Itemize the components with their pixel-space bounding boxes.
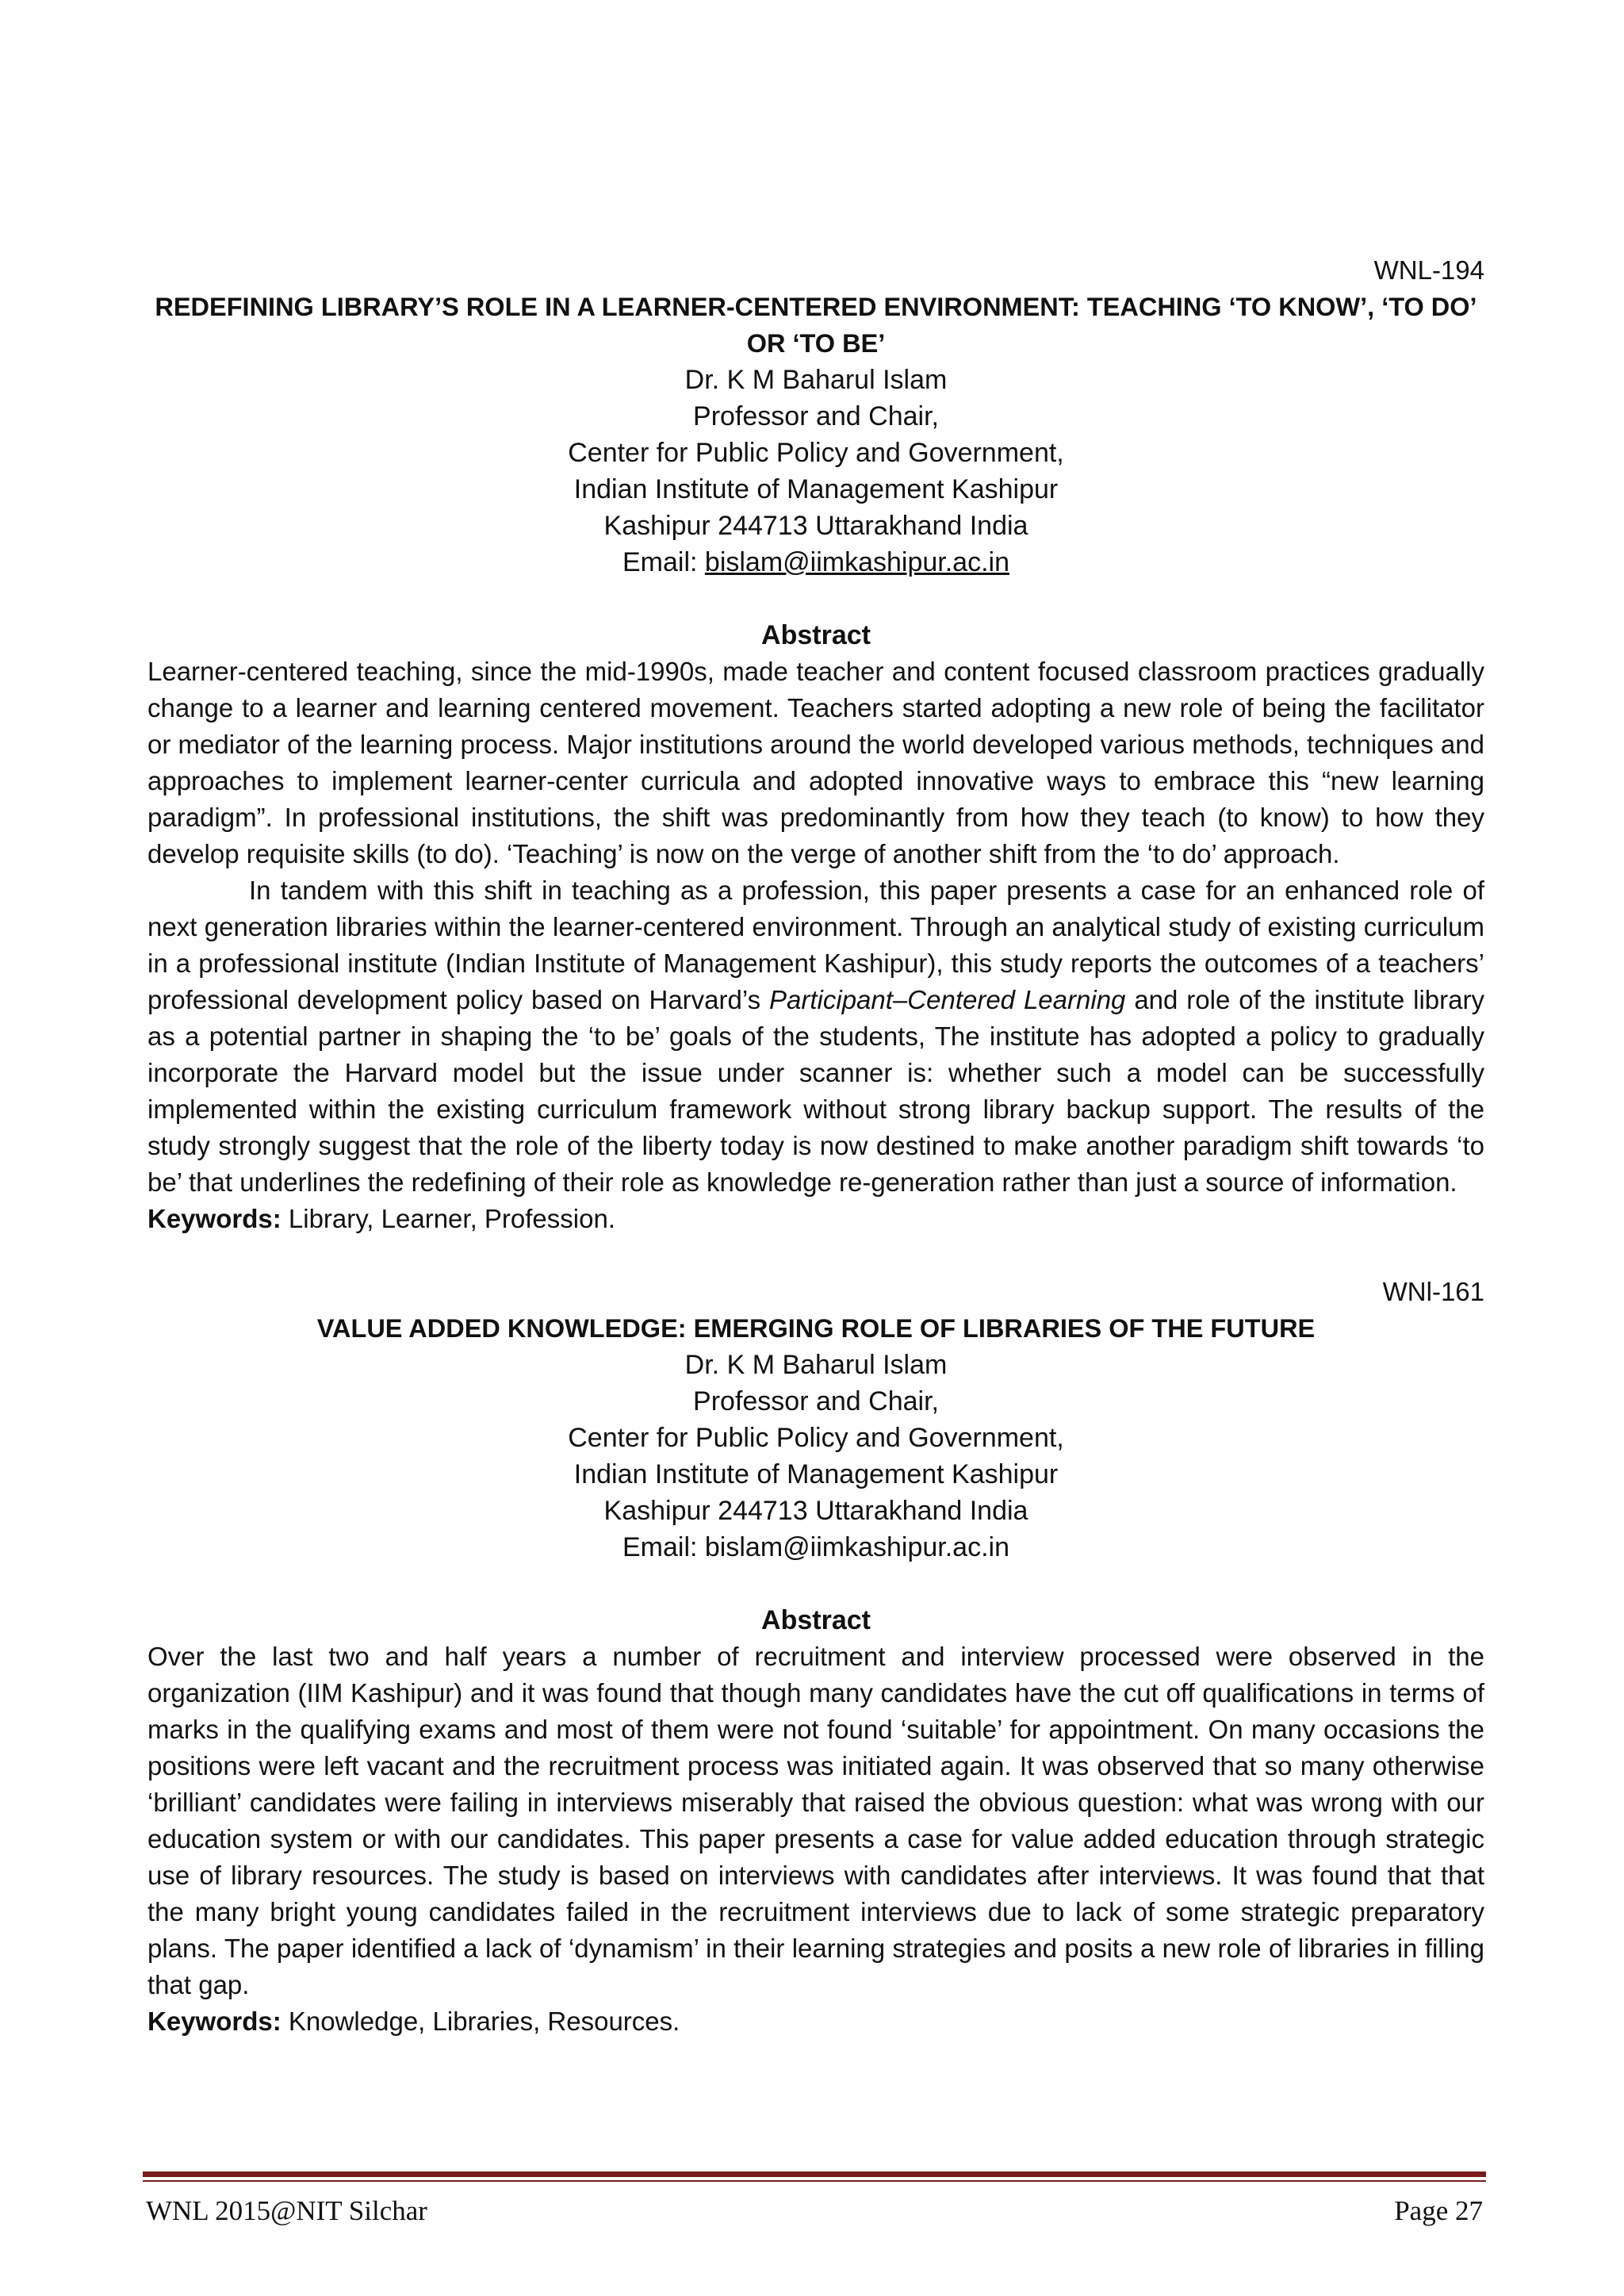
author-address: Kashipur 244713 Uttarakhand India xyxy=(603,511,1028,541)
author-institute: Indian Institute of Management Kashipur xyxy=(573,474,1059,504)
author-email-line: Email: bislam@iimkashipur.ac.in xyxy=(622,1532,1009,1562)
author-position: Professor and Chair, xyxy=(693,401,939,431)
abstract-paragraph xyxy=(147,872,1484,1201)
paper-wnl-194 xyxy=(147,252,1484,1237)
footer-row xyxy=(143,2191,1486,2231)
author-institute: Indian Institute of Management Kashipur xyxy=(573,1459,1059,1489)
author-email-line xyxy=(147,544,1484,581)
footer-rule-thin xyxy=(143,2180,1486,2182)
paper-title: VALUE ADDED KNOWLEDGE: EMERGING ROLE OF LIBRARIES OF THE FUTURE xyxy=(316,1314,1316,1343)
email-link[interactable]: bislam@iimkashipur.ac.in xyxy=(704,547,1009,577)
abstract-paragraph: Over the last two and half years a number of recruitment and interview processed were observed in the organization (IIM Kashipur) and it was found that though many candidates have the cut off qualifications in terms of marks in the qualifying exams and most of them were not found ‘suitable’ for appointment. On many occasions the positions were left vacant and the recruitment process was initiated again. It was observed that so many otherwise ‘brilliant’ candidates were failing in interviews miserably that raised the obvious question: what was wrong with our education system or with our candidates. This paper presents a case for value added education through strategic use of library resources. The study is based on interviews with candidates after interviews. It was found that that the many bright young candidates failed in the recruitment interviews due to lack of some strategic preparatory plans. The paper identified a lack of ‘dynamism’ in their learning strategies and posits a new role of libraries in filling that gap. xyxy=(147,1642,1484,1999)
keywords-list: Knowledge, Libraries, Resources. xyxy=(281,2007,680,2036)
document-page xyxy=(147,252,1484,2040)
author-position: Professor and Chair, xyxy=(693,1386,939,1416)
author-name: Dr. K M Baharul Islam xyxy=(684,1350,948,1380)
footer-rule-thick xyxy=(143,2171,1486,2177)
author-center: Center for Public Policy and Government, xyxy=(568,438,1064,468)
abstract-text: In tandem with this shift in teaching as a profession, this paper presents a case for an enhanced role of next generation libraries within the learner-centered environment. Through an analytical study of existing curriculum in a professional institute (Indian Institute of Management Kashipur), this study reports the outcomes of a teachers’ professional development policy based on Harvard’s xyxy=(147,876,1484,1014)
author-address: Kashipur 244713 Uttarakhand India xyxy=(603,1496,1028,1526)
abstract-heading: Abstract xyxy=(761,620,871,650)
keywords-list: Library, Learner, Profession. xyxy=(281,1204,615,1233)
footer-conference: WNL 2015@NIT Silchar xyxy=(146,2195,427,2226)
page-footer xyxy=(143,2171,1486,2231)
author-block xyxy=(147,1347,1484,1566)
author-center: Center for Public Policy and Government, xyxy=(568,1423,1064,1453)
abstract-paragraph: Learner-centered teaching, since the mid-1990s, made teacher and content focused classroom practices gradually change to a learner and learning centered movement. Teachers started adopting a new role of being the facilitator or mediator of the learning process. Major institutions around the world developed various methods, techniques and approaches to implement learner-center curricula and adopted innovative ways to embrace this “new learning paradigm”. In professional institutions, the shift was predominantly from how they teach (to know) to how they develop requisite skills (to do). ‘Teaching’ is now on the verge of another shift from the ‘to do’ approach. xyxy=(147,657,1484,868)
paper-code: WNL-194 xyxy=(1373,255,1484,285)
keywords-line xyxy=(147,2003,1484,2040)
keywords-line xyxy=(147,1201,1484,1237)
paper-wnl-161 xyxy=(147,1274,1484,2040)
author-name: Dr. K M Baharul Islam xyxy=(684,365,948,395)
section-gap xyxy=(147,1237,1484,1274)
author-block xyxy=(147,362,1484,581)
footer-page-number: Page 27 xyxy=(1394,2195,1483,2226)
abstract-heading: Abstract xyxy=(761,1605,871,1635)
email-label: Email: xyxy=(622,547,705,577)
paper-code: WNl-161 xyxy=(1382,1277,1484,1306)
paper-title: REDEFINING LIBRARY’S ROLE IN A LEARNER-CENTERED ENVIRONMENT: TEACHING ‘TO KNOW’, ‘TO DO’ OR ‘TO BE’ xyxy=(155,293,1477,358)
abstract-text: and role of the institute library as a potential partner in shaping the ‘to be’ goals of the students, The institute has adopted a policy to gradually incorporate the Harvard model but the issue under scanner is: whether such a model can be successfully implemented within the existing curriculum framework without strong library backup support. The results of the study strongly suggest that the role of the liberty today is now destined to make another paradigm shift towards ‘to be’ that underlines the redefining of their role as knowledge re-generation rather than just a source of information. xyxy=(147,985,1484,1197)
keywords-label: Keywords: xyxy=(147,2007,282,2036)
abstract-italic-text: Participant–Centered Learning xyxy=(769,985,1126,1014)
keywords-label: Keywords: xyxy=(147,1204,282,1233)
